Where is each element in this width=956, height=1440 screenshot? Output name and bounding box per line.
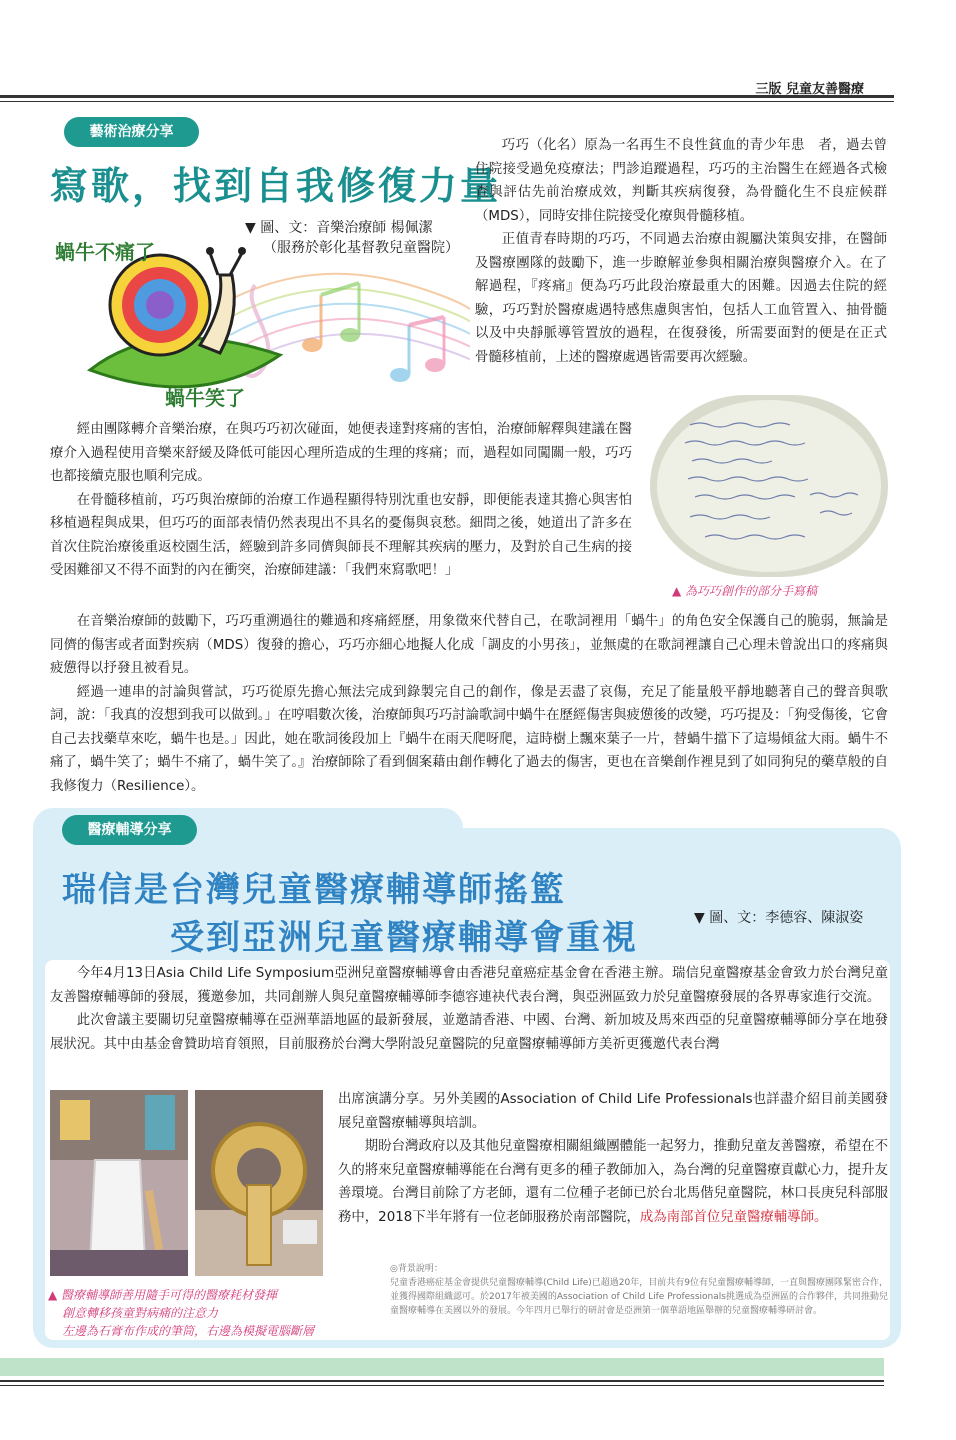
credit-line-1: ▼ 圖、文：音樂治療師 楊佩潔 [245, 220, 433, 236]
section-tab-child-life: 醫療輔導分享 [62, 815, 197, 845]
notes-text: 兒童香港癌症基金會提供兒童醫療輔導(Child Life)已超過20年，目前共有9位有兒童醫療輔導師，一直與醫療團隊緊密合作，並獲得國際組織認可。於2017年被美國的Association of Child Life Professionals挑選成為亞洲區的合作夥伴，共同推動兒童醫療輔導在美國以外的發展。今年四月已舉行的研討會是亞洲第一個華語地區舉辦的兒童醫療輔導研討會。 [390, 1278, 888, 1316]
article-block-b [50, 610, 888, 798]
mock-ct-scanner-photo [195, 1090, 323, 1276]
highlight-text: 成為南部首位兒童醫療輔導師。 [639, 1209, 828, 1225]
paragraph: 在音樂治療師的鼓勵下，巧巧重溯過往的難過和疼痛經歷，用象徵來代替自己，在歌詞裡用「蝸牛」的角色安全保護自己的脆弱，無論是同儕的傷害或者面對疾病（MDS）復發的擔心，巧巧亦細心地擬人化成「調皮的小男孩」，並無虞的在歌詞裡讓自己心理未曾說出口的疼痛與疲憊得以抒發且被看見。 [50, 614, 888, 676]
article-title-1: 寫歌，找到自我修復力量 [50, 164, 502, 208]
paragraph: 經由團隊轉介音樂治療，在與巧巧初次碰面，她便表達對疼痛的害怕，治療師解釋與建議在醫療介入過程使用音樂來舒緩及降低可能因心理所造成的生理的疼痛；而，過程如同闖關一般，巧巧也都接續克服也順利完成。 [50, 422, 632, 484]
snail-text-top: 蝸牛不痛了 [55, 240, 155, 264]
paragraph: 正值青春時期的巧巧，不同過去治療由親屬決策與安排，在醫師及醫療團隊的鼓勵下，進一步瞭解並參與相關治療與醫療介入。在了解過程，『疼痛』便為巧巧此段治療最重大的困難。因過去住院的經驗，巧巧對於醫療處遇特感焦慮與害怕，包括人工血管置入、抽骨髓以及中央靜脈導管置放的過程，在復發後，所需要面對的便是在正式骨髓移植前，上述的醫療處遇皆需要再次經驗。 [475, 232, 887, 365]
caption-line: 左邊為石膏布作成的筆筒，右邊為模擬電腦斷層 [62, 1324, 315, 1338]
article-credit-2: ▼ 圖、文：李德容、陳淑姿 [694, 910, 864, 926]
paragraph: 經過一連串的討論與嘗試，巧巧從原先擔心無法完成到錄製完自己的創作，像是丟盡了哀傷，充足了能量般平靜地聽著自己的聲音與歌詞，說：「我真的沒想到我可以做到。」在哼唱數次後，治療師與巧巧討論歌詞中蝸牛在歷經傷害與疲憊後的改變，巧巧提及：「狗受傷後，它會自己去找藥草來吃，蝸牛也是。」因此，她在歌詞後段加上『蝸牛在雨天爬呀爬，這時樹上飄來葉子一片，替蝸牛擋下了這場傾盆大雨。蝸牛不痛了，蝸牛笑了；蝸牛不痛了，蝸牛笑了。』治療師除了看到個案藉由創作轉化了過去的傷害，更也在音樂創作裡見到了如同狗兒的藥草般的自我修復力（Resilience）。 [50, 684, 888, 794]
footer-band [0, 1358, 884, 1376]
intro-column [475, 134, 887, 369]
caption-line: 創意轉移孩童對病痛的注意力 [62, 1306, 219, 1320]
snail-text-bottom: 蝸牛笑了 [165, 386, 245, 410]
paragraph: 巧巧（化名）原為一名再生不良性貧血的青少年患 者，過去曾住院接受過免疫療法；門診追蹤過程，巧巧的主治醫生在經過各式檢查與評估先前治療成效，判斷其疾病復發，為骨髓化生不良症候群（MDS），同時安排住院接受化療與骨髓移植。 [475, 138, 887, 224]
photo-caption-1: ▲ 為巧巧創作的部分手寫稿 [672, 584, 818, 598]
article-block-c [50, 962, 888, 1056]
paragraph: 此次會議主要關切兒童醫療輔導在亞洲華語地區的最新發展，並邀請香港、中國、台灣、新加坡及馬來西亞的兒童醫療輔導師分享在地發展狀況。其中由基金會贊助培育領照，目前服務於台灣大學附設兒童醫院的兒童醫療輔導師方美祈更獲邀代表台灣 [50, 1013, 888, 1052]
paragraph: 在骨髓移植前，巧巧與治療師的治療工作過程顯得特別沈重也安靜，即便能表達其擔心與害怕移植過程與成果，但巧巧的面部表情仍然表現出不具名的憂傷與哀愁。細問之後，她道出了許多在首次住院治療後重返校園生活，經驗到許多同儕與師長不理解其疾病的壓力，及對於自己生病的接受困難卻又不得不面對的內在衝突，治療師建議：「我們來寫歌吧！」 [50, 492, 632, 578]
background-notes [390, 1262, 890, 1318]
photo-caption-2 [48, 1286, 378, 1340]
snail-illustration [50, 225, 470, 420]
notes-title: ◎背景說明： [390, 1264, 443, 1274]
article-block-a [50, 418, 632, 583]
article-title-2-line-1: 瑞信是台灣兒童醫療輔導師搖籃 [62, 870, 566, 910]
paragraph-text: 期盼台灣政府以及其他兒童醫療相關組織團體能一起努力，推動兒童友善醫療，希望在不久的將來兒童醫療輔導能在台灣有更多的種子教師加入，為台灣的兒童醫療貢獻心力，提升友善環境。台灣目前除了方老師，還有二位種子老師已於台北馬偕兒童醫院，林口長庚兒科部服務中，2018下半年將有一位老師服務於南部醫院， [338, 1139, 888, 1225]
caption-line: ▲ 醫療輔導師善用隨手可得的醫療耗材發揮 [48, 1288, 278, 1302]
handwritten-lyrics-photo [650, 395, 888, 577]
article-title-2-line-2: 受到亞洲兒童醫療輔導會重視 [170, 918, 638, 958]
paragraph: 出席演講分享。另外美國的Association of Child Life Professionals也詳盡介紹目前美國發展兒童醫療輔導與培訓。 [338, 1092, 888, 1131]
footer-rule-thin [0, 1385, 884, 1386]
article-block-d [338, 1088, 888, 1229]
footer-rule-thick [0, 1380, 884, 1382]
page-label: 三版 兒童友善醫療 [755, 82, 864, 97]
paragraph: 今年4月13日Asia Child Life Symposium亞洲兒童醫療輔導會由香港兒童癌症基金會在香港主辦。瑞信兒童醫療基金會致力於台灣兒童友善醫療輔導師的發展，獲邀參加，共同創辦人與兒童醫療輔導師李德容連袂代表台灣，與亞洲區致力於兒童醫療發展的各界專家進行交流。 [50, 966, 888, 1005]
credit-line-2: （服務於彰化基督教兒童醫院） [263, 240, 459, 256]
cast-pen-holder-photo [50, 1090, 188, 1276]
paragraph [338, 1135, 888, 1229]
header-rule-thin [0, 101, 894, 102]
section-tab-art-therapy: 藝術治療分享 [64, 117, 199, 147]
